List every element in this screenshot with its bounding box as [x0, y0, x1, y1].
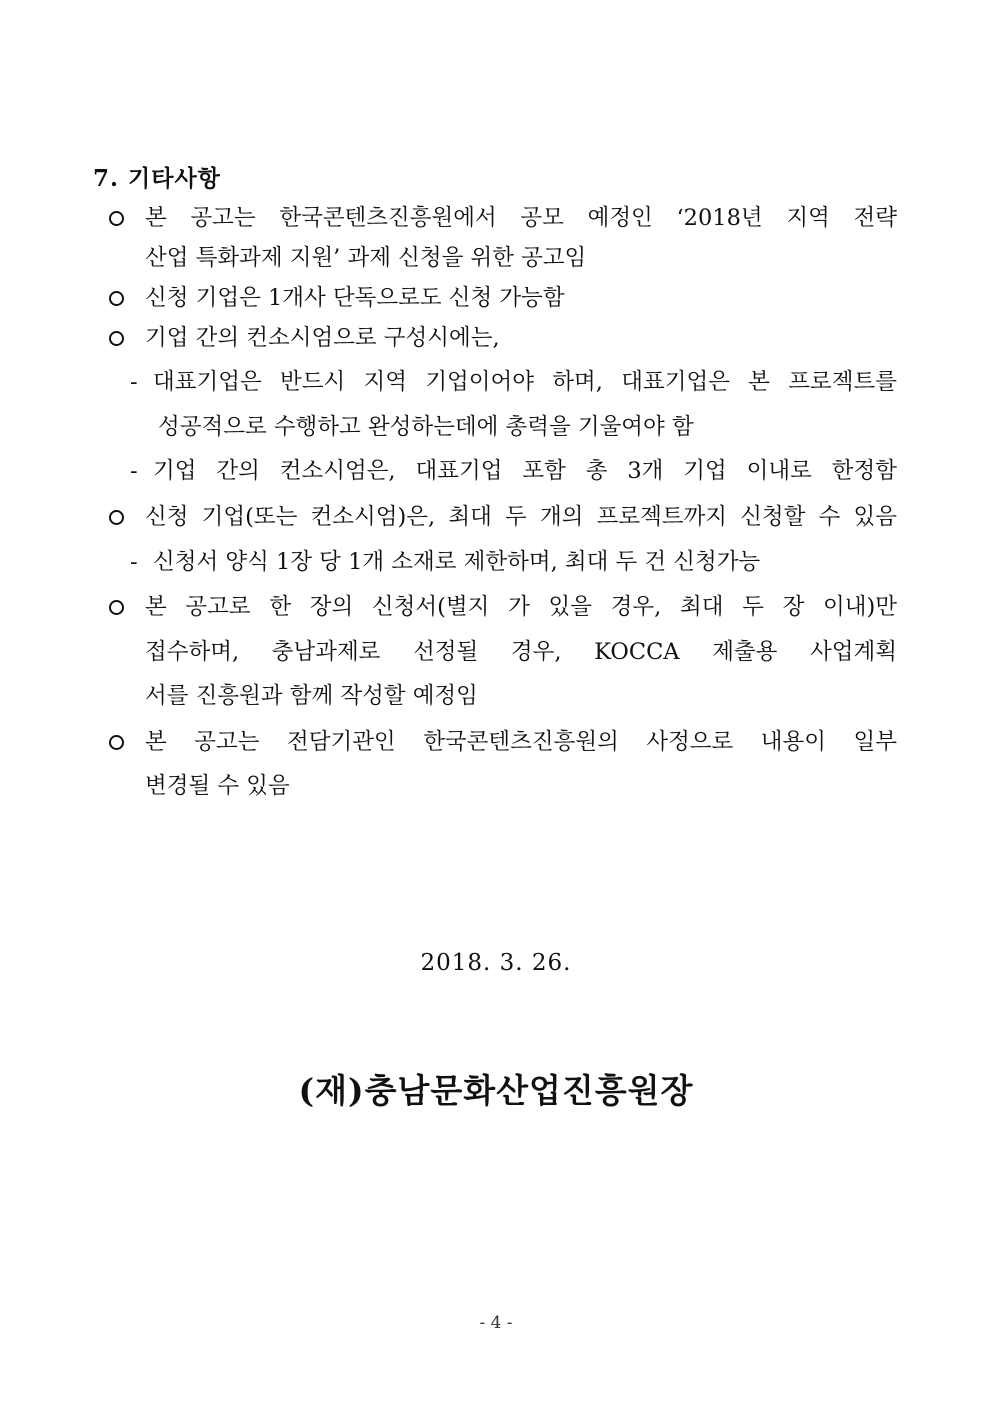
item-line: 접수하며, 충남과제로 선정될 경우, KOCCA 제출용 사업계획 [145, 639, 897, 665]
item-line: 신청서 양식 1장 당 1개 소재로 제한하며, 최대 두 건 신청가능 [153, 549, 761, 575]
bullet-icon [105, 731, 127, 753]
item-line: 대표기업은 반드시 지역 기업이어야 하며, 대표기업은 본 프로젝트를 [153, 369, 897, 395]
bullet-icon [105, 287, 127, 309]
item-line: 기업 간의 컨소시엄으로 구성시에는, [145, 325, 500, 351]
issuer-name: (재)충남문화산업진흥원장 [298, 1071, 694, 1110]
bullet-icon [105, 207, 127, 229]
announcement-date: 2018. 3. 26. [420, 950, 572, 976]
item-line: 산업 특화과제 지원’ 과제 신청을 위한 공고임 [145, 245, 587, 271]
section-heading: 7. 기타사항 [93, 165, 221, 192]
dash-marker: - [130, 458, 138, 484]
item-line: 기업 간의 컨소시엄은, 대표기업 포함 총 3개 기업 이내로 한정함 [153, 458, 897, 484]
item-line: 본 공고는 한국콘텐츠진흥원에서 공모 예정인 ‘2018년 지역 전략 [145, 205, 897, 231]
item-line: 성공적으로 수행하고 완성하는데에 총력을 기울여야 함 [158, 414, 694, 440]
page-number: - 4 - [479, 1313, 513, 1333]
dash-marker: - [130, 369, 138, 395]
item-line: 서를 진흥원과 함께 작성할 예정임 [145, 683, 478, 709]
item-line: 변경될 수 있음 [145, 773, 290, 799]
item-line: 본 공고로 한 장의 신청서(별지 가 있을 경우, 최대 두 장 이내)만 [145, 594, 897, 620]
bullet-icon [105, 596, 127, 618]
item-line: 신청 기업(또는 컨소시엄)은, 최대 두 개의 프로젝트까지 신청할 수 있음 [145, 504, 897, 530]
dash-marker: - [130, 549, 138, 575]
bullet-icon [105, 327, 127, 349]
item-line: 신청 기업은 1개사 단독으로도 신청 가능함 [145, 285, 565, 311]
bullet-icon [105, 506, 127, 528]
item-line: 본 공고는 전담기관인 한국콘텐츠진흥원의 사정으로 내용이 일부 [145, 729, 897, 755]
